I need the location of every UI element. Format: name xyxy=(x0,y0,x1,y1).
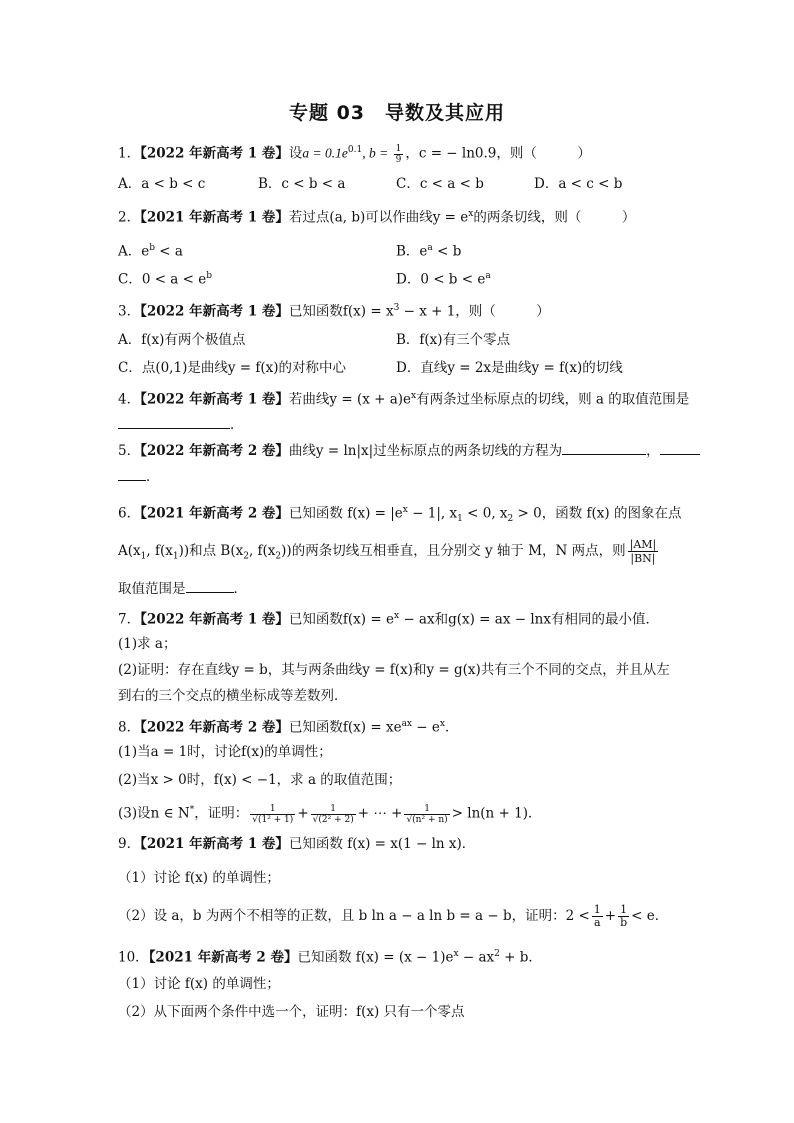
stem-text: 已知函数 f(x) = (x − 1)e xyxy=(297,949,454,966)
denominator: √(1² + 1) xyxy=(252,814,294,825)
question-4-answer-line xyxy=(118,414,694,435)
question-7-stem xyxy=(118,606,694,630)
numerator: 1 xyxy=(593,903,601,916)
answer-blank[interactable] xyxy=(660,440,700,455)
stem-text: ))和点 B(x xyxy=(178,543,244,559)
stem-text: + xyxy=(604,908,617,924)
exponent: x xyxy=(468,209,474,219)
question-10-stem xyxy=(118,944,694,968)
question-number: 6． xyxy=(118,505,141,522)
option-text: D．0 < b < e xyxy=(396,271,486,288)
question-number: 3． xyxy=(118,303,141,320)
question-source: 【2022 年新高考 1 卷】 xyxy=(140,391,289,408)
numerator: 1 xyxy=(395,143,402,154)
stem-text: > ln(n + 1)． xyxy=(451,805,542,822)
stem-text: （2）设 a，b 为两个不相等的正数，且 b ln a − a ln b = a − b，证明：2 < xyxy=(118,908,590,924)
stem-text: − e xyxy=(412,719,440,736)
answer-blank[interactable] xyxy=(118,414,230,429)
exponent: 3 xyxy=(393,303,400,313)
q3-option-d: D．直线y = 2x是曲线y = f(x)的切线 xyxy=(396,360,623,376)
stem-text: ． xyxy=(146,469,160,485)
q1-option-b: B．c < b < a xyxy=(258,176,346,192)
stem-text: < e． xyxy=(631,908,669,924)
stem-text: − ax和g(x) = ax − lnx有相同的最小值． xyxy=(399,611,659,628)
question-8-part-2: (2)当x > 0时，f(x) < −1，求 a 的取值范围； xyxy=(118,772,402,788)
question-6-line-2: $A(x_1$, $f(x_1)$)和点 $B(x_2$, $f(x_2)$)的两条切线互相垂直，且分别交 y 轴于 M，N 两点，则 $\frac{|AM|}{|BN|}$ xyxy=(118,538,657,565)
stem-text: ． xyxy=(230,417,244,433)
question-number: 1． xyxy=(118,145,141,162)
fraction xyxy=(618,904,629,929)
stem-text: − 1|, x xyxy=(407,505,458,522)
exponent: 2 xyxy=(494,949,500,959)
option-text: < a xyxy=(155,243,183,260)
exponent: x xyxy=(393,611,400,621)
exponent: b xyxy=(149,243,156,253)
question-number: 8． xyxy=(118,719,141,736)
numerator: |AM| xyxy=(629,538,657,551)
stem-text: + ⋯ + xyxy=(357,805,403,822)
question-source: 【2021 年新高考 2 卷】 xyxy=(140,505,289,522)
question-number: 7． xyxy=(118,611,141,628)
question-8-part-3: (3)设n ∈ N*，证明： $\frac{1}{\text{√(1² + 1)}}$ + $\frac{1}{\text{√(2² + 2)}}$ + ⋯ + $\frac{1}{\text{√(n² + n)}}$ > ln(n + 1)． xyxy=(118,803,542,825)
stem-text: − ax xyxy=(458,949,495,966)
question-number: 2． xyxy=(118,209,141,226)
question-source: 【2022 年新高考 1 卷】 xyxy=(140,611,289,628)
exponent: x xyxy=(402,505,408,515)
denominator: 9 xyxy=(395,154,402,165)
exponent: ax xyxy=(401,719,413,729)
question-4-stem xyxy=(118,386,694,410)
q1-option-c: C．c < a < b xyxy=(396,176,484,192)
question-number: 9． xyxy=(118,836,141,852)
exponent: * xyxy=(189,805,195,815)
question-7-part-2-cont: 到右的三个交点的横坐标成等差数列． xyxy=(118,688,348,704)
numerator: 1 xyxy=(250,804,295,815)
option-text: < b xyxy=(432,243,462,260)
question-6-stem: 6．【2021 年新高考 2 卷】已知函数 $f(x) = |e^x - 1|$, $x_1 < 0$, $x_2 > 0$，函数 f(x) 的图象在点 xyxy=(118,505,682,525)
question-10-part-1: （1）讨论 f(x) 的单调性； xyxy=(118,976,280,992)
question-source: 【2022 年新高考 1 卷】 xyxy=(140,145,289,162)
stem-text: − x + 1，则（ ） xyxy=(399,303,550,320)
question-source: 【2022 年新高考 1 卷】 xyxy=(140,303,289,320)
fraction xyxy=(250,804,295,825)
q2-option-b xyxy=(396,238,461,262)
q2-option-c xyxy=(118,266,212,290)
question-source: 【2022 年新高考 2 卷】 xyxy=(140,719,289,736)
denominator: √(n² + n) xyxy=(406,814,448,825)
option-text: A．e xyxy=(118,243,150,260)
stem-text: 已知函数f(x) = x xyxy=(288,303,394,320)
q2-option-a xyxy=(118,238,183,262)
exponent: a xyxy=(485,271,491,281)
stem-text: ． xyxy=(444,719,459,736)
stem-text: A(x xyxy=(118,543,141,559)
fraction xyxy=(404,804,449,825)
stem-text: 已知函数 f(x) = |e xyxy=(288,505,403,522)
stem-text: ))的两条切线互相垂直，且分别交 y 轴于 M，N 两点，则 xyxy=(281,543,626,559)
option-text: C．0 < a < e xyxy=(118,271,207,288)
question-1-stem xyxy=(118,140,694,165)
question-7-part-2: (2)证明：存在直线y = b，其与两条曲线y = f(x)和y = g(x)共有三个不同的交点，并且从左 xyxy=(118,662,670,678)
question-2-stem xyxy=(118,204,694,228)
denominator: |BN| xyxy=(630,552,656,565)
numerator: 1 xyxy=(311,804,356,815)
stem-text: (3)设n ∈ N xyxy=(118,805,190,822)
question-9-stem xyxy=(118,834,694,854)
denominator: b xyxy=(620,916,628,929)
answer-blank[interactable] xyxy=(118,466,146,481)
stem-text: 若过点(a, b)可以作曲线y = e xyxy=(288,209,469,226)
stem-text: ， xyxy=(646,443,660,459)
question-source: 【2021 年新高考 2 卷】 xyxy=(148,949,298,966)
question-number: 10． xyxy=(118,949,149,966)
denominator: √(2² + 2) xyxy=(312,814,354,825)
question-9-part-2 xyxy=(118,904,694,929)
stem-text: 取值范围是 xyxy=(118,581,186,597)
exponent: x xyxy=(439,719,445,729)
stem-text: ． xyxy=(233,581,247,597)
question-6-line-3 xyxy=(118,578,694,599)
stem-text: 的两条切线，则（ ） xyxy=(473,209,636,226)
question-5-answer-line xyxy=(118,466,694,487)
question-5-stem xyxy=(118,440,694,461)
question-source: 【2022 年新高考 2 卷】 xyxy=(140,443,289,459)
stem-math: a = 0.1e xyxy=(302,145,348,161)
q3-option-b: B．f(x)有三个零点 xyxy=(396,332,511,348)
question-8-stem xyxy=(118,714,694,738)
q3-option-a: A．f(x)有两个极值点 xyxy=(118,332,246,348)
question-7-part-1: (1)求 a； xyxy=(118,636,177,652)
exponent: x xyxy=(453,949,459,959)
question-3-stem xyxy=(118,298,694,322)
exponent: x xyxy=(411,391,417,401)
stem-text: 已知函数f(x) = e xyxy=(288,611,394,628)
numerator: 1 xyxy=(618,904,629,917)
stem-text: 已知函数f(x) = xe xyxy=(288,719,402,736)
q1-option-d: D．a < c < b xyxy=(534,176,623,192)
stem-text: ，c = − ln0.9，则（ ） xyxy=(405,145,591,162)
question-10-part-2: （2）从下面两个条件中选一个，证明：f(x) 只有一个零点 xyxy=(118,1004,465,1020)
stem-math: , b = xyxy=(362,145,392,161)
question-number: 4． xyxy=(118,391,141,408)
numerator: 1 xyxy=(404,804,449,815)
denominator: a xyxy=(594,916,601,929)
stem-text: 有两条过坐标原点的切线，则 a 的取值范围是 xyxy=(416,391,690,408)
question-source: 【2021 年新高考 1 卷】 xyxy=(140,209,289,226)
question-9-part-1: （1）讨论 f(x) 的单调性； xyxy=(118,870,280,886)
question-number: 5． xyxy=(118,443,141,459)
fraction xyxy=(394,144,404,165)
stem-text: 若曲线y = (x + a)e xyxy=(288,391,412,408)
option-text: B．e xyxy=(396,243,428,260)
question-8-part-1: (1)当a = 1时，讨论f(x)的单调性； xyxy=(118,744,332,760)
page-title: 专题 03 导数及其应用 xyxy=(288,102,506,124)
stem-text: 曲线y = ln|x|过坐标原点的两条切线的方程为 xyxy=(288,443,563,459)
stem-text: + b． xyxy=(499,949,542,966)
exponent: a xyxy=(427,243,433,253)
stem-text: 已知函数 f(x) = x(1 − ln x)． xyxy=(288,836,476,852)
stem-text: 设 xyxy=(288,145,303,162)
q3-option-c: C．点(0,1)是曲线y = f(x)的对称中心 xyxy=(118,360,346,376)
fraction xyxy=(592,904,603,929)
stem-text: ，证明： xyxy=(194,805,249,822)
answer-blank[interactable] xyxy=(186,578,234,593)
fraction xyxy=(311,804,356,825)
stem-text: ，函数 f(x) 的图象在点 xyxy=(541,505,682,522)
question-source: 【2021 年新高考 1 卷】 xyxy=(140,836,289,852)
exponent: b xyxy=(206,271,213,281)
q1-option-a: A．a < b < c xyxy=(118,176,206,192)
q2-option-d xyxy=(396,266,491,290)
fraction xyxy=(628,538,659,565)
answer-blank[interactable] xyxy=(562,440,646,455)
exponent: 0.1 xyxy=(347,145,363,155)
